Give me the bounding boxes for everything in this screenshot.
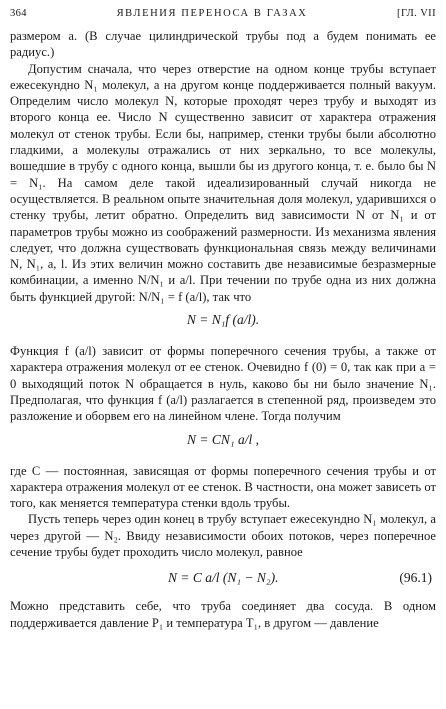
formula-1: N = N₁f (a/l).	[186, 312, 260, 328]
paragraph-5: Пусть теперь через один конец в трубу вступает ежесекундно N₁ молекул, а через другой — N₂. Ввиду независимости обоих потоков, через поперечное сечение трубы будет проходить число молекул, равное	[10, 512, 436, 560]
paragraph-2: Допустим сначала, что через отверстие на одном конце трубы вступает ежесекундно N₁ молекул, а на другом конце поддерживается полный вакуум. Определим число молекул N, которые проходят через трубу и выходят из второго конца ее. Число N существенно зависит от характера отражения молекул от стенок трубы. Если бы, например, стенки трубы были абсолютно гладкими, а молекулы отражались от них зеркально, то все молекулы, вошедшие в трубу с одного конца, вышли бы из другого конца, т. е. было бы N = N₁. На самом деле такой идеализированный случай никогда не осуществляется. В реальном опыте значительная доля молекул, ударившихся о стенку трубы, летит обратно. Определить вид зависимости N от N₁ и от параметров трубы можно из соображений размерности. Из механизма явления следует, что должна существовать функциональная связь между величинами N, N₁, a, l. Из этих величин можно составить две независимые безразмерные комбинации, а именно N/N₁ и a/l. При течении по трубе одна из них должна быть функцией другой: N/N₁ = f (a/l), так что	[10, 61, 436, 304]
paragraph-4: где C — постоянная, зависящая от формы поперечного сечения трубы и от характера отражения молекул от ее стенок. В частности, она может зависеть от того, как меняется температура стенки вдоль трубы.	[10, 463, 436, 511]
paragraph-1: размером a. (В случае цилиндрической трубы под a будем понимать ее радиус.)	[10, 29, 436, 60]
formula-3: N = C a/l (N₁ − N₂).	[168, 570, 279, 586]
running-title: ЯВЛЕНИЯ ПЕРЕНОСА В ГАЗАХ	[116, 8, 308, 19]
paragraph-3: Функция f (a/l) зависит от формы поперечного сечения трубы, а также от характера отражения молекул от ее стенок. Очевидно f (0) = 0, так как при a = 0 выходящий поток N обращается в нуль, каково бы ни было значение N₁. Предполагая, что функция f (a/l) разлагается в степенной ряд, произведем это разложение и оборвем его на линейном члене. Тогда получим	[10, 344, 436, 424]
equation-number: (96.1)	[399, 570, 432, 586]
page-number: 364	[10, 8, 27, 19]
formula-2: N = CN₁ a/l ,	[187, 431, 259, 447]
paragraph-6: Можно представить себе, что труба соединяет два сосуда. В одном поддерживается давление P₁ и температура T₁, в другом — давление	[10, 599, 436, 630]
chapter-label: [ГЛ. VII	[397, 8, 436, 19]
formula-3-row	[10, 564, 436, 592]
running-header	[10, 6, 436, 22]
